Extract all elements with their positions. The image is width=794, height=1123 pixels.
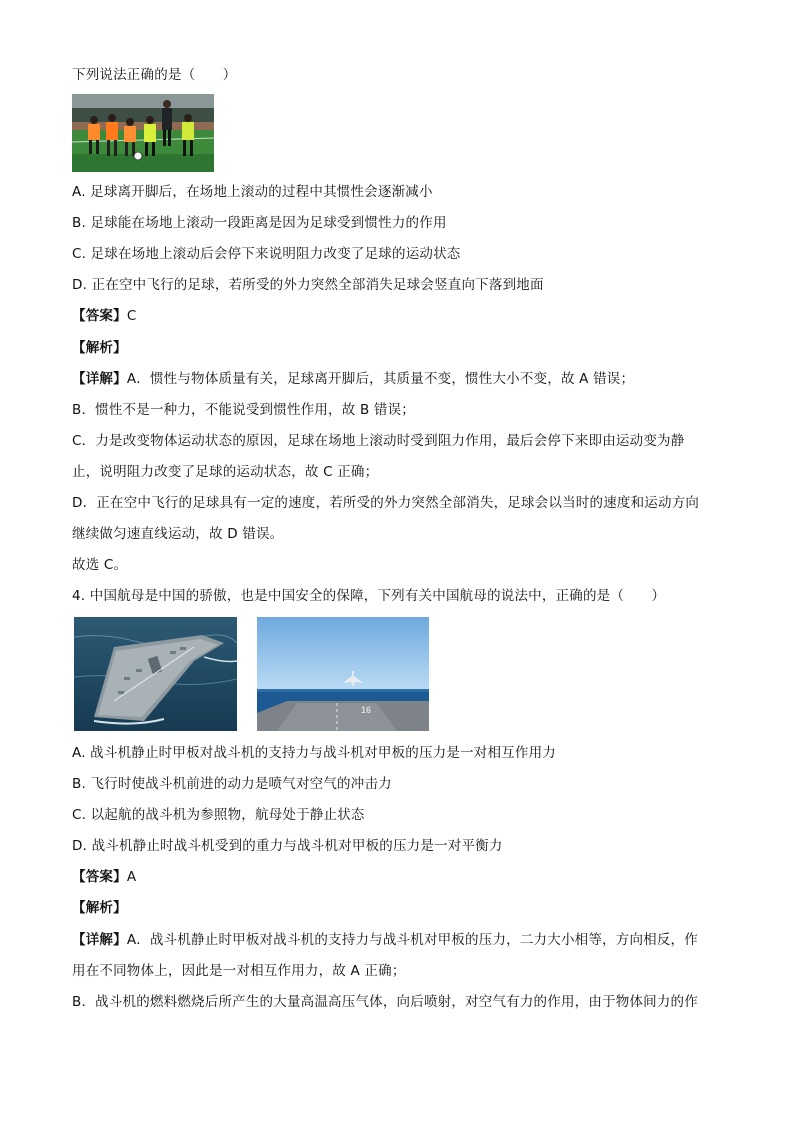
q3-detail-line-4: 止，说明阻力改变了足球的运动状态，故 C 正确； xyxy=(72,464,379,480)
q3-option-d: D. 正在空中飞行的足球，若所受的外力突然全部消失足球会竖直向下落到地面 xyxy=(72,277,544,293)
q3-detail-line-1 xyxy=(72,370,634,388)
q4-option-c: C. 以起航的战斗机为参照物，航母处于静止状态 xyxy=(72,807,365,823)
q4-option-a: A. 战斗机静止时甲板对战斗机的支持力与战斗机对甲板的压力是一对相互作用力 xyxy=(72,745,556,761)
q4-detail-tag: 【详解】 xyxy=(72,932,127,948)
q4-answer-tag: 【答案】 xyxy=(72,869,127,885)
q4-detail-line-3: B．战斗机的燃料燃烧后所产生的大量高温高压气体，向后喷射，对空气有力的作用，由于物体间力的作 xyxy=(72,994,698,1010)
deck-marking: 16 xyxy=(361,705,372,715)
q4-detail-text-1: A．战斗机静止时甲板对战斗机的支持力与战斗机对甲板的压力，二力大小相等，方向相反，作 xyxy=(126,932,698,948)
q3-analysis-tag: 【解析】 xyxy=(72,340,127,356)
q3-conclusion: 故选 C。 xyxy=(72,557,128,573)
q4-stem: 4. 中国航母是中国的骄傲，也是中国安全的保障，下列有关中国航母的说法中，正确的是（ ） xyxy=(72,588,666,604)
q4-detail-line-1 xyxy=(72,931,698,949)
q4-option-d: D. 战斗机静止时战斗机受到的重力与战斗机对甲板的压力是一对平衡力 xyxy=(72,838,503,854)
q3-detail-tag: 【详解】 xyxy=(72,371,127,387)
q4-answer-row xyxy=(72,868,136,886)
q3-detail-line-6: 继续做匀速直线运动，故 D 错误。 xyxy=(72,526,284,542)
q3-stem: 下列说法正确的是（ ） xyxy=(72,67,237,83)
q3-answer-tag: 【答案】 xyxy=(72,308,127,324)
q3-detail-text-1: A．惯性与物体质量有关，足球离开脚后，其质量不变，惯性大小不变，故 A 错误； xyxy=(126,371,635,387)
q3-detail-line-2: B．惯性不是一种力，不能说受到惯性作用，故 B 错误； xyxy=(72,402,416,418)
q4-analysis-tag: 【解析】 xyxy=(72,900,127,916)
q3-option-c: C. 足球在场地上滚动后会停下来说明阻力改变了足球的运动状态 xyxy=(72,246,461,262)
q4-option-b: B. 飞行时使战斗机前进的动力是喷气对空气的冲击力 xyxy=(72,776,392,792)
q3-detail-line-5: D．正在空中飞行的足球具有一定的速度，若所受的外力突然全部消失，足球会以当时的速度和运动方向 xyxy=(72,495,700,511)
q3-detail-line-3: C．力是改变物体运动状态的原因，足球在场地上滚动时受到阻力作用，最后会停下来即由运动变为静 xyxy=(72,433,685,449)
q3-option-a: A. 足球离开脚后，在场地上滚动的过程中其惯性会逐渐减小 xyxy=(72,184,433,200)
soccer-photo xyxy=(72,94,214,172)
q4-answer-value: A xyxy=(126,869,137,885)
jet-takeoff-photo xyxy=(257,617,429,731)
q3-answer-row xyxy=(72,307,136,325)
carrier-photo xyxy=(74,617,237,731)
q3-answer-value: C xyxy=(126,308,137,324)
q3-option-b: B. 足球能在场地上滚动一段距离是因为足球受到惯性力的作用 xyxy=(72,215,447,231)
q4-detail-line-2: 用在不同物体上，因此是一对相互作用力，故 A 正确； xyxy=(72,963,406,979)
